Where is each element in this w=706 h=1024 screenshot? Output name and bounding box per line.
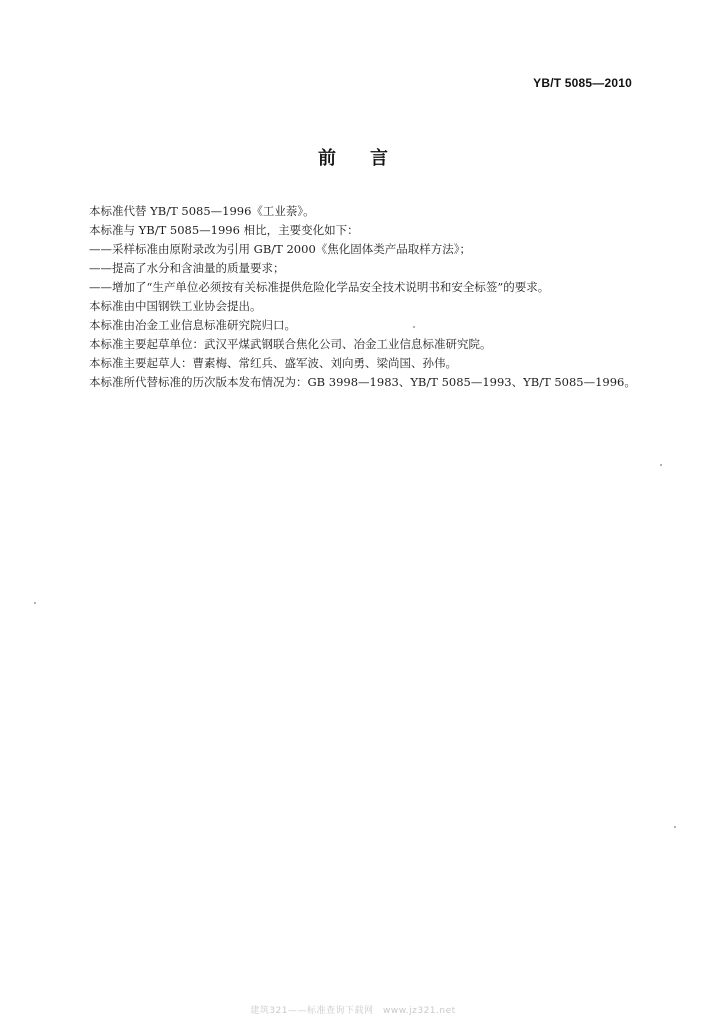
scan-speck — [674, 826, 676, 828]
preface-line: ——提高了水分和含油量的质量要求； — [89, 261, 285, 275]
preface-body — [89, 202, 649, 392]
scan-speck — [413, 326, 415, 328]
preface-line: 本标准由冶金工业信息标准研究院归口。 — [89, 318, 296, 332]
preface-line: ——增加了“生产单位必须按有关标准提供危险化学品安全技术说明书和安全标签”的要求。 — [89, 280, 550, 294]
scan-speck — [660, 464, 662, 466]
preface-line: 本标准由中国钢铁工业协会提出。 — [89, 299, 262, 313]
standard-number: YB/T 5085—2010 — [533, 76, 632, 90]
preface-line: 本标准主要起草人：曹素梅、常红兵、盛军波、刘向勇、梁尚国、孙伟。 — [89, 356, 457, 370]
preface-line: ——采样标准由原附录改为引用 GB/T 2000《焦化固体类产品取样方法》； — [89, 242, 472, 256]
preface-line: 本标准代替 YB/T 5085—1996《工业萘》。 — [89, 204, 315, 218]
page-title: 前言 — [318, 148, 422, 169]
preface-line: 本标准主要起草单位：武汉平煤武钢联合焦化公司、冶金工业信息标准研究院。 — [89, 337, 492, 351]
preface-line: 本标准所代替标准的历次版本发布情况为：GB 3998—1983、YB/T 5085—1993、YB/T 5085—1996。 — [89, 375, 636, 389]
preface-line: 本标准与 YB/T 5085—1996 相比，主要变化如下： — [89, 223, 359, 237]
footer-watermark: 建筑321——标准查询下载网 www.jz321.net — [250, 1006, 456, 1016]
scan-speck — [34, 602, 36, 604]
